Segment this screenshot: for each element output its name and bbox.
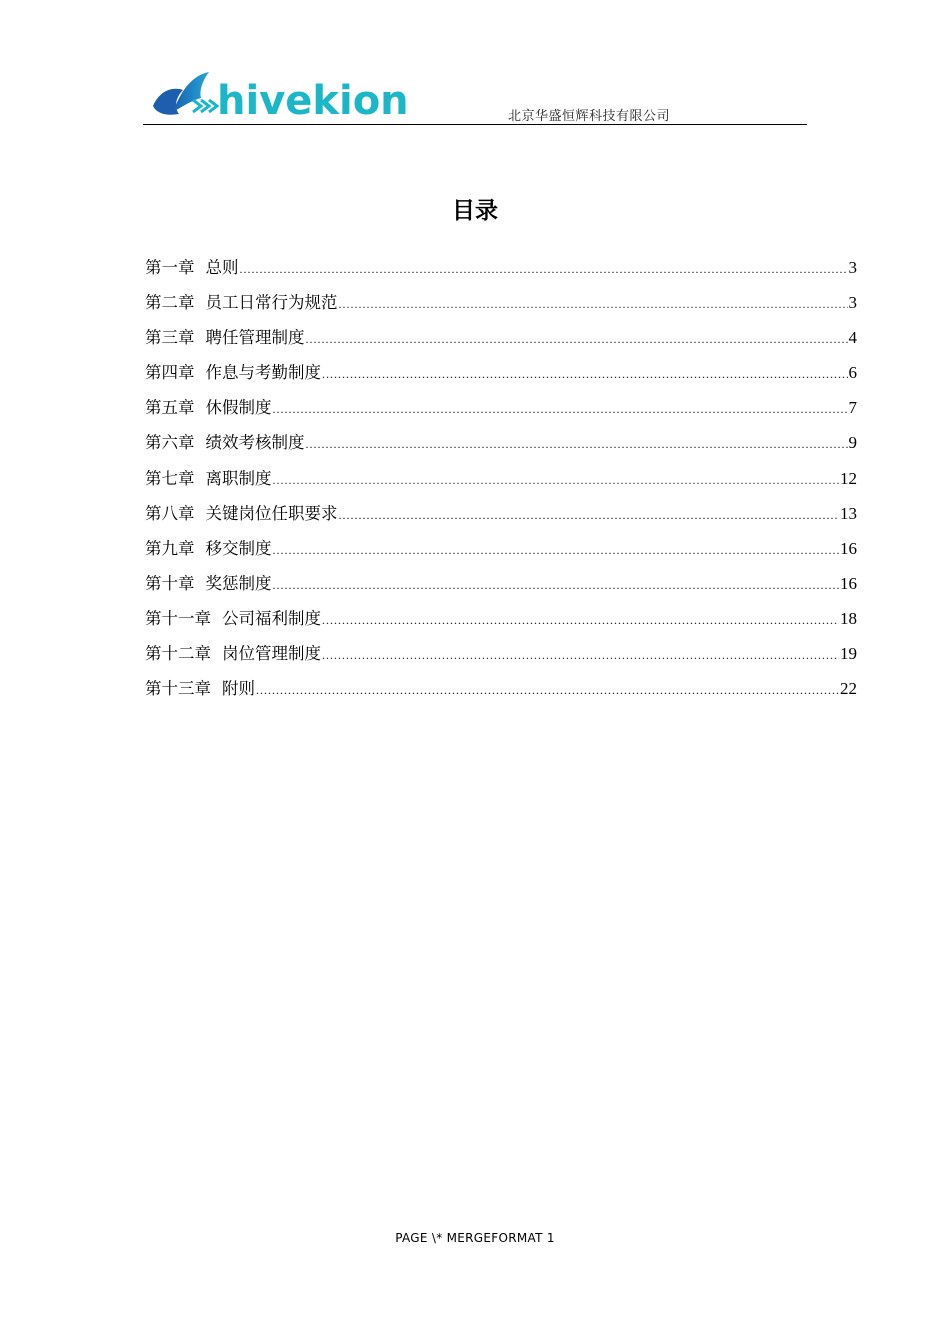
toc-chapter-title: 总则: [205, 258, 239, 277]
toc-page-number: 19: [840, 644, 857, 664]
toc-page-number: 16: [840, 573, 857, 593]
toc-title: 目录: [452, 198, 498, 224]
toc-page-number: 12: [840, 468, 857, 488]
toc-entry[interactable]: [145, 536, 857, 571]
toc-entry[interactable]: [145, 430, 857, 465]
toc-entry-label: [145, 290, 338, 316]
toc-leader-dots: [273, 572, 840, 598]
toc-page-number: 3: [848, 293, 857, 313]
toc-entry-label: [145, 641, 321, 667]
toc-chapter-title: 关键岗位任职要求: [205, 503, 338, 523]
toc-chapter-title: 绩效考核制度: [205, 433, 305, 453]
logo-wordmark: hivekion: [217, 78, 409, 122]
toc-page-number: 3: [848, 258, 857, 277]
toc-entry-label: [145, 676, 255, 702]
toc-chapter-title: 聘任管理制度: [205, 328, 305, 348]
toc-entry-label: [145, 395, 272, 421]
toc-entry[interactable]: [145, 571, 857, 606]
toc-leader-dots: [256, 677, 839, 703]
toc-leader-dots: [322, 361, 848, 387]
toc-entry-label: [145, 536, 272, 562]
toc-page-number: 6: [848, 363, 857, 383]
toc-entry-label: [145, 430, 305, 456]
toc-entry[interactable]: [145, 501, 857, 536]
toc-page-number: 22: [840, 679, 857, 699]
page-header: [143, 60, 807, 125]
toc-page-number: 18: [840, 608, 857, 628]
toc-page-number: 9: [848, 433, 857, 453]
toc-entry-label: [145, 571, 272, 597]
toc-entry[interactable]: [145, 606, 857, 641]
toc-entry[interactable]: [145, 360, 857, 395]
page-footer-field: PAGE \* MERGEFORMAT 1: [395, 1231, 555, 1245]
toc-leader-dots: [339, 291, 848, 317]
toc-chapter-title: 岗位管理制度: [222, 644, 321, 664]
toc-entry-label: [145, 466, 272, 492]
toc-entry[interactable]: [145, 395, 857, 430]
toc-chapter-title: 公司福利制度: [222, 608, 321, 628]
toc-chapter-number: 第十三章: [145, 679, 211, 699]
toc-entry-label: [145, 606, 321, 632]
toc-chapter-title: 离职制度: [205, 468, 272, 488]
toc-chapter-number: 第一章: [145, 258, 195, 277]
toc-entry[interactable]: [145, 676, 857, 711]
toc-entry-label: [145, 325, 305, 351]
hivekion-logo: [149, 66, 409, 122]
toc-entry[interactable]: [145, 466, 857, 501]
toc-page-number: 13: [840, 503, 857, 523]
toc-chapter-title: 休假制度: [205, 398, 272, 418]
toc-page-number: 16: [840, 538, 857, 558]
toc-chapter-number: 第八章: [145, 503, 195, 523]
toc-leader-dots: [322, 607, 839, 633]
toc-leader-dots: [306, 326, 848, 352]
toc-chapter-number: 第五章: [145, 398, 195, 418]
toc-chapter-title: 附则: [222, 679, 255, 699]
toc-chapter-number: 第三章: [145, 328, 195, 348]
toc-leader-dots: [273, 396, 848, 422]
toc-entry[interactable]: [145, 255, 857, 290]
toc-chapter-number: 第六章: [145, 433, 195, 453]
toc-leader-dots: [306, 431, 848, 457]
toc-leader-dots: [273, 537, 840, 563]
toc-chapter-number: 第二章: [145, 293, 195, 313]
toc-leader-dots: [240, 256, 848, 282]
toc-chapter-number: 第十章: [145, 573, 195, 593]
toc-chapter-title: 移交制度: [205, 538, 272, 558]
toc-leader-dots: [322, 642, 839, 668]
toc-entry[interactable]: [145, 290, 857, 325]
toc-entry-label: [145, 360, 321, 386]
toc-leader-dots: [339, 502, 840, 528]
toc-chapter-title: 作息与考勤制度: [205, 363, 321, 383]
toc-chapter-number: 第十一章: [145, 608, 211, 628]
toc-entry-label: [145, 501, 338, 527]
toc-entry-label: [145, 255, 239, 281]
company-name: 北京华盛恒辉科技有限公司: [508, 109, 671, 124]
toc-leader-dots: [273, 467, 840, 493]
toc-chapter-number: 第九章: [145, 538, 195, 558]
toc-entry[interactable]: [145, 325, 857, 360]
toc-entry[interactable]: [145, 641, 857, 676]
toc-page-number: 4: [848, 328, 857, 348]
table-of-contents: [145, 255, 857, 711]
toc-chapter-number: 第十二章: [145, 644, 211, 664]
toc-chapter-title: 员工日常行为规范: [205, 293, 338, 313]
toc-page-number: 7: [848, 398, 857, 418]
toc-chapter-title: 奖惩制度: [205, 573, 272, 593]
toc-chapter-number: 第四章: [145, 363, 195, 383]
toc-chapter-number: 第七章: [145, 468, 195, 488]
